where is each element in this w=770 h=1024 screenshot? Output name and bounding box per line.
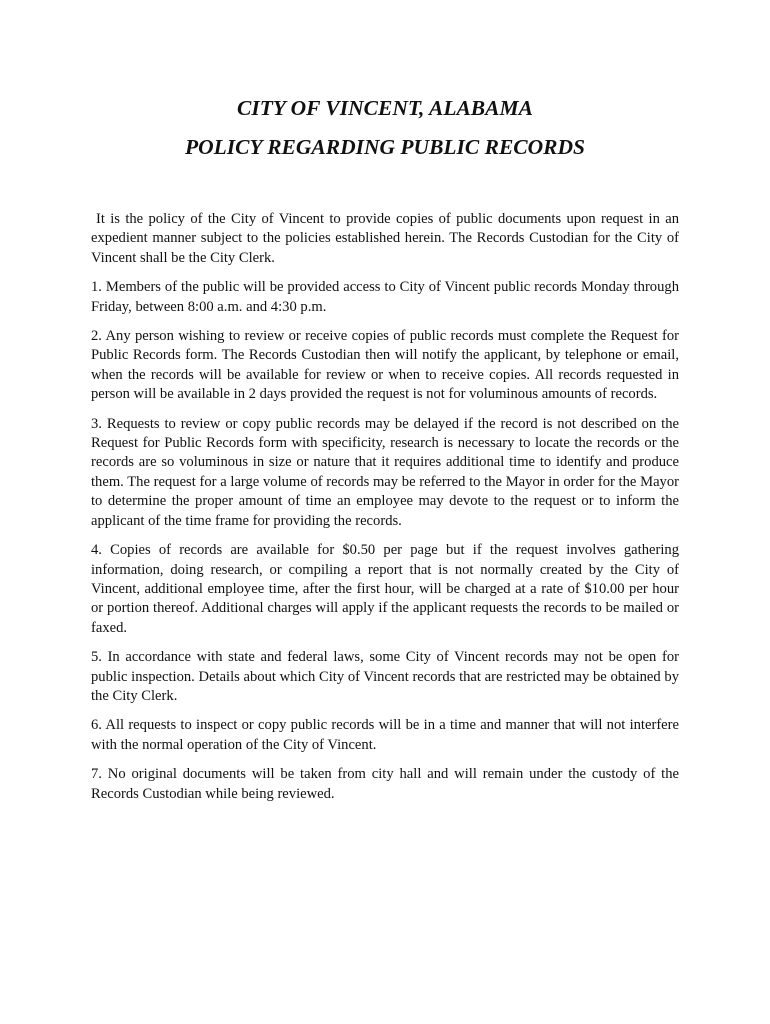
policy-item-5: 5. In accordance with state and federal laws, some City of Vincent records may not be open for public inspection. Details about which City of Vincent records that are restricted may be obtained by the City Clerk.: [91, 649, 679, 704]
document-title-policy: POLICY REGARDING PUBLIC RECORDS: [184, 135, 585, 159]
policy-item-6: 6. All requests to inspect or copy public records will be in a time and manner that will not interfere with the normal operation of the City of Vincent.: [91, 717, 679, 753]
policy-item-2: 2. Any person wishing to review or receive copies of public records must complete the Request for Public Records form. The Records Custodian then will notify the applicant, by telephone or email, when the records will be available for review or when to receive copies. All records requested in person will be available in 2 days provided the request is not for voluminous amounts of records.: [91, 328, 679, 403]
policy-item-3: 3. Requests to review or copy public records may be delayed if the record is not described on the Request for Public Records form with specificity, research is necessary to locate the records or the records are so voluminous in size or nature that it requires additional time to identify and produce them. The request for a large volume of records may be referred to the Mayor in order for the Mayor to determine the proper amount of time an employee may devote to the request or to inform the applicant of the time frame for providing the records.: [91, 415, 679, 529]
intro-paragraph: It is the policy of the City of Vincent to provide copies of public documents upon request in an expedient manner subject to the policies established herein. The Records Custodian for the City of Vincent shall be the City Clerk.: [91, 211, 679, 266]
policy-item-4: 4. Copies of records are available for $0.50 per page but if the request involves gathering information, doing research, or compiling a report that is not normally created by the City of Vincent, additional employee time, after the first hour, will be charged at a rate of $10.00 per hour or portion thereof. Additional charges will apply if the applicant requests the records to be mailed or faxed.: [91, 542, 679, 636]
policy-item-1: 1. Members of the public will be provided access to City of Vincent public records Monday through Friday, between 8:00 a.m. and 4:30 p.m.: [91, 279, 679, 315]
document-title-city: CITY OF VINCENT, ALABAMA: [237, 96, 533, 120]
policy-item-7: 7. No original documents will be taken from city hall and will remain under the custody of the Records Custodian while being reviewed.: [91, 766, 679, 802]
document-body: [91, 210, 679, 814]
